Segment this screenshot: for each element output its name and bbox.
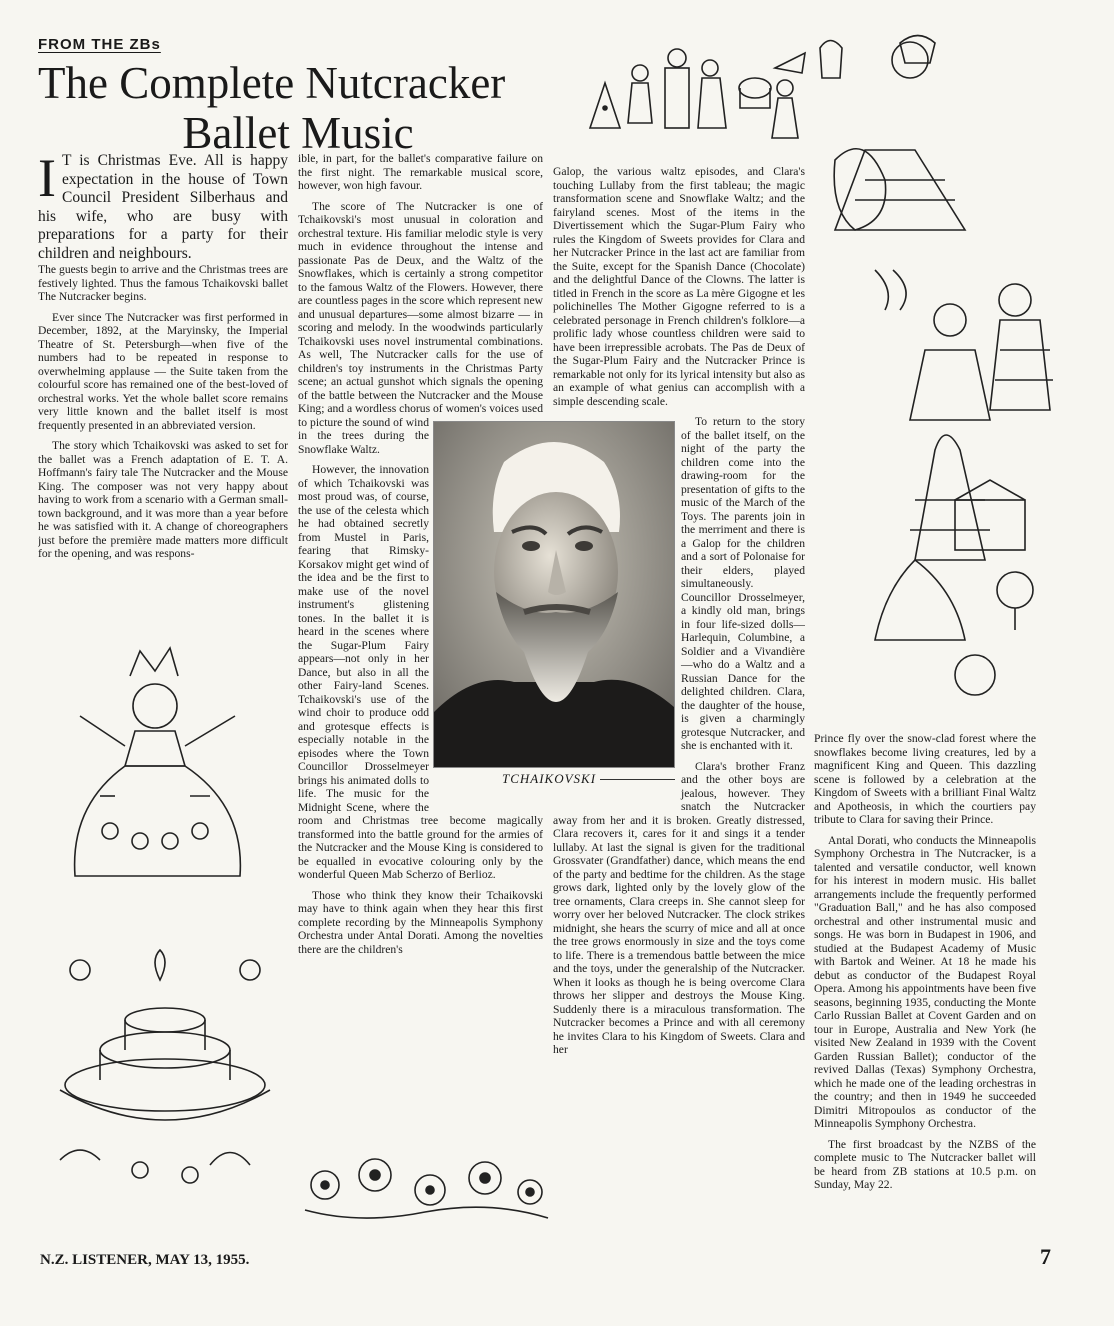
- portrait-drawing: [434, 422, 674, 767]
- flower-garland-illustration: [300, 1140, 550, 1230]
- title-line-1: The Complete Nutcracker: [38, 58, 506, 108]
- caption-rule: [600, 779, 675, 780]
- title-line-2: Ballet Music: [182, 108, 414, 158]
- col1-paragraph: Ever since The Nutcracker was first performed in December, 1892, at the Maryinsky, the Imperial Theatre of St. Petersburgh—when five of the numbers had to be repeated in response to overwhelming applause — the Suite taken from the colourful score has remained one of the best-loved of orchestral works. Yet the whole ballet score remains very little known and the ballet itself is most frequently presented in an abbreviated version.: [38, 310, 288, 432]
- masthead-footer: N.Z. LISTENER, MAY 13, 1955.: [40, 1252, 250, 1268]
- portrait-image: [433, 421, 675, 768]
- cake-illustration: [40, 940, 300, 1200]
- portrait-photo: [433, 421, 673, 772]
- section-kicker: FROM THE ZBs: [38, 36, 161, 53]
- col4-paragraph: Prince fly over the snow-clad forest where the snowflakes become living creatures, led by a magnificent King and Queen. This dazzling scene is followed by a celebration at the Kingdom of Sweets with a brilliant Final Waltz and Apotheosis, in which the courtiers pay tribute to Clara for saving their Prince.: [814, 732, 1036, 826]
- col1-paragraph: The story which Tchaikovski was asked to set for the ballet was a French adaptation of E. T. A. Hoffmann's fairy tale The Nutcracker and the Mouse King. The composer was not very happy about having to work from a scenario with a German small-town background, and it was more than a year before he was satisfied with it. A change of choreographers just before the première made matters more difficult for the opening, and was respons-: [38, 439, 288, 560]
- lead-text: T is Christmas Eve. All is happy expectation in the house of Town Council President Silberhaus and his wife, who are busy with preparations for a party for their children and neighbours.: [38, 152, 288, 262]
- col2-paragraph: Those who think they know their Tchaikovski may have to think again when they hear this first complete recording by the Minneapolis Symphony Orchestra under Antal Dorati. Among the novelties there are the children's: [298, 888, 543, 956]
- col4-paragraph: Antal Dorati, who conducts the Minneapolis Symphony Orchestra in The Nutcracker, is a talented and versatile conductor, well known for his interest in modern music. His ballet arrangements include the frequently performed "Graduation Ball," and he has also composed orchestral and other instrumental music and songs. He was born in Budapest in 1906, and studied at the Budapest Academy of Music with Bartok and Weiner. At 18 he made his debut as conductor of the Budapest Royal Opera. Among his appointments have been five seasons, beginning 1935, conducting the Monte Carlo Russian Ballet at Covent Garden and on tour in Europe, Australia and New York (he visited New Zealand in 1939 with the Covent Garden Russian Ballet); conductor of the revived Dallas (Texas) Symphony Orchestra, which he made one of the leading orchestras in the country; and then in 1949 he succeeded Dimitri Mitropoulos as conductor of the Minneapolis Symphony Orchestra.: [814, 833, 1036, 1130]
- col3-paragraph: Galop, the various waltz episodes, and Clara's touching Lullaby from the first tableau; the magic transformation scene and Snowflake Waltz; and the fairyland scenes. Most of the items in the Divertissement which the Sugar-Plum Fairy who rules the Kingdom of Sweets provides for Clara and her Nutcracker Prince in the last act are familiar from the Suite, except for the Spanish Dance (Chocolate) and the delightful Dance of the Clowns. The latter is titled in French in the score as La mère Gigogne et les polichinelles The Mother Gigogne referred to is a celebrated personage in French children's folklore—a prolific lady whose countless children were said to have been irrepressible acrobats. The Pas de Deux of the Sugar-Plum Fairy and the Nutcracker Prince is remarkable not only for its lyrical intensity but also as an example of what genius can accomplish with a simple descending scale.: [553, 165, 805, 408]
- column-1: [38, 152, 288, 632]
- col3-paragraph: To return to the story of the ballet itself, on the night of the party the children come into the drawing-room for the presentation of gifts to the music of the March of the Toys. The parents join in the merriment and there is a Galop for the children and a sort of Polonaise for their elders, played simultaneously. Councillor Drosselmeyer, a kindly old man, brings in four life-sized dolls—Harlequin, Columbine, a Soldier and a Vivandière—who do a Waltz and a Russian Dance for the delighted children. Clara, the daughter of the house, is given a charmingly grotesque Nutcracker, and she is enchanted with it.: [681, 415, 805, 752]
- col3-paragraph: Clara's brother Franz and the other boys are jealous, however. They snatch the Nutcracker away from her and it is broken. Greatly distressed, Clara recovers it, cares for it and sings it a tender lullaby. At last the signal is given for the traditional Grossvater (Grandfather) dance, which means the end of the party and bedtime for the children. As the stage grows dark, lighted only by the lovely glow of the tree ornaments, Clara creeps in. She cannot sleep for worry over her beloved Nutcracker. The clock strikes midnight, she hears the scurry of mice and all at once the tree grows enormously in size and the toys come to life. There is a tremendous battle between the mice and the toys, under the generalship of the Nutcracker. When it looks as though he is being overcome Clara throws her slipper and destroys the Mouse King. Suddenly there is a miraculous transformation. The Nutcracker becomes a Prince and with all ceremony he invites Clara to his Kingdom of Sweets. Clara and her: [553, 759, 805, 1056]
- col1-paragraph: The guests begin to arrive and the Christmas trees are festively lighted. Thus the famous Tchaikovski ballet The Nutcracker begins.: [38, 263, 288, 303]
- drop-cap: I: [38, 152, 56, 208]
- page-number: 7: [1040, 1244, 1051, 1269]
- col2-paragraph: The score of The Nutcracker is one of Tchaikovski's most unusual in coloration and orchestral texture. His familiar melodic style is very much in evidence throughout the intense and passionate Pas de Deux, and the Waltz of the Snowflakes, which is certainly a strong competitor to the famous Waltz of the Flowers. However, there are countless pages in the score which represent new and unusual departures—some almost bizarre — in scoring and melody. In the woodwinds particularly Tchaikovski uses novel instrumental combinations. As well, The Nutcracker calls for the use of children's toy instruments in the Christmas Party scene; an actual gunshot which signals the opening of the battle between the Nutcracker and the Mouse King; and a wordless chorus of women's voices used to picture the sound of wind in the trees during the Snowflake Waltz.: [298, 199, 543, 456]
- column-4: [814, 732, 1036, 1242]
- col2-paragraph: However, the innovation of which Tchaikovski was most proud was, of course, the use of the celesta which he had obtained secretly from Mustel in Paris, fearing that Rimsky-Korsakov might get wind of the idea and be the first to make use of the novel instrument's glistening tones. In the ballet it is heard in the scenes where the Sugar-Plum Fairy appears—not only in her Dance, but also in all the other Fairy-land Scenes. Tchaikovski's use of the wind choir to produce odd and grotesque effects is especially notable in the episodes where the Town Councillor Drosselmeyer brings his animated dolls to life. The music for the Midnight Scene, where the room and Christmas tree become magically transformed into the battle ground for the armies of the Nutcracker and the Mouse King is considered to be equalled in evocative colouring only by the wonderful Queen Mab Scherzo of Berlioz.: [298, 463, 543, 881]
- col2-paragraph: ible, in part, for the ballet's comparative failure on the first night. The remarkable musical score, however, won high favour.: [298, 152, 543, 192]
- photo-caption: TCHAIKOVSKI: [501, 771, 597, 786]
- lead-paragraph: [38, 152, 288, 263]
- article-title: [38, 58, 558, 158]
- fairy-illustration: [60, 636, 285, 896]
- dancers-illustration: [815, 120, 1105, 710]
- col4-paragraph: The first broadcast by the NZBS of the complete music to The Nutcracker ballet will be heard from ZB stations at 10.5 p.m. on Sunday, May 22.: [814, 1137, 1036, 1191]
